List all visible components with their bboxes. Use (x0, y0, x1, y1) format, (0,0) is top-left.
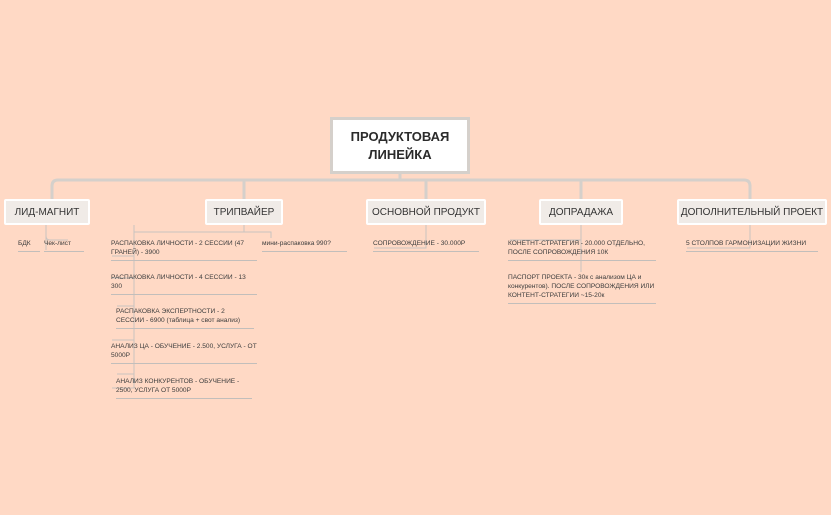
leaf-tripwire-5[interactable]: АНАЛИЗ КОНКУРЕНТОВ - ОБУЧЕНИЕ - 2500, УСЛУГА ОТ 5000Р (116, 377, 252, 399)
leaf-tripwire-4[interactable]: АНАЛИЗ ЦА - ОБУЧЕНИЕ - 2.500, УСЛУГА - ОТ 5000Р (111, 342, 257, 364)
leaf-upsell-2[interactable]: ПАСПОРТ ПРОЕКТА - 30к с анализом ЦА и конкурентов). ПОСЛЕ СОПРОВОЖДЕНИЯ ИЛИ КОНТЕНТ-СТРАТЕГИИ ~15-20к (508, 273, 656, 304)
leaf-checklist[interactable]: Чек-лист (44, 239, 84, 252)
branch-lead-magnet[interactable]: ЛИД-МАГНИТ (4, 199, 90, 225)
branch-tripwire[interactable]: ТРИПВАЙЕР (205, 199, 283, 225)
leaf-tripwire-2[interactable]: РАСПАКОВКА ЛИЧНОСТИ - 4 СЕССИИ - 13 300 (111, 273, 257, 295)
leaf-extra-project[interactable]: 5 СТОЛПОВ ГАРМОНИЗАЦИИ ЖИЗНИ (686, 239, 818, 252)
leaf-bdk[interactable]: БДК (18, 239, 40, 252)
branch-main-product[interactable]: ОСНОВНОЙ ПРОДУКТ (366, 199, 486, 225)
leaf-tripwire-3[interactable]: РАСПАКОВКА ЭКСПЕРТНОСТИ - 2 СЕССИИ - 6900 (таблица + свот анализ) (116, 307, 254, 329)
root-node[interactable]: ПРОДУКТОВАЯ ЛИНЕЙКА (330, 117, 470, 174)
leaf-tripwire-mini[interactable]: мини-распаковка 990? (262, 239, 347, 252)
branch-extra-project[interactable]: ДОПОЛНИТЕЛЬНЫЙ ПРОЕКТ (677, 199, 827, 225)
leaf-tripwire-1[interactable]: РАСПАКОВКА ЛИЧНОСТИ - 2 СЕССИИ (47 ГРАНЕЙ) - 3900 (111, 239, 257, 261)
leaf-main-product[interactable]: СОПРОВОЖДЕНИЕ - 30.000Р (373, 239, 479, 252)
leaf-upsell-1[interactable]: КОНЕТНТ-СТРАТЕГИЯ - 20.000 ОТДЕЛЬНО, ПОСЛЕ СОПРОВОЖДЕНИЯ 10К (508, 239, 656, 261)
branch-upsell[interactable]: ДОПРАДАЖА (539, 199, 623, 225)
